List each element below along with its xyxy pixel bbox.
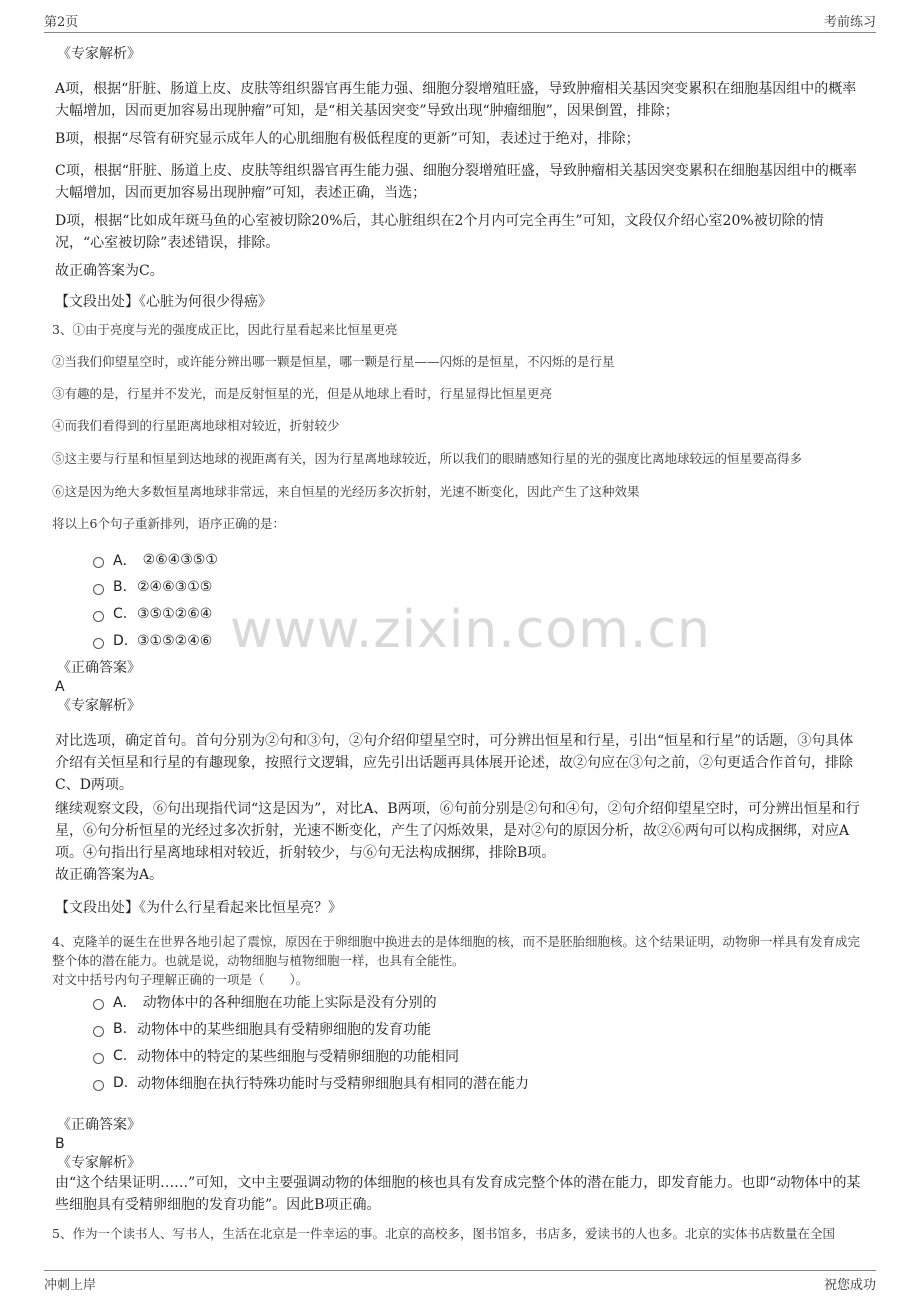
option-letter: D.: [113, 1075, 129, 1091]
radio-button-icon[interactable]: [93, 611, 104, 622]
analysis-paragraph: A项，根据“肝脏、肠道上皮、皮肤等组织器官再生能力强、细胞分裂增殖旺盛，导致肿瘤相关基因突变累积在细胞基因组中的概率大幅增加，因而更加容易出现肿瘤”可知，是“相关基因突变”导致出现“肿瘤细胞”，因果倒置，排除；: [55, 81, 857, 119]
radio-button-icon[interactable]: [93, 1080, 104, 1091]
option-letter: A．: [113, 995, 137, 1011]
option-text: ②④⑥③①⑤: [137, 579, 213, 595]
source-citation: 【文段出处】《心脏为何很少得癌》: [55, 294, 272, 310]
correct-answer-label: 《正确答案》: [57, 660, 141, 676]
analysis-paragraph: 由“这个结果证明……”可知，文中主要强调动物的体细胞的核也具有发育成完整个体的潜在能力，即发育能力。也即“动物体中的某些细胞具有受精卵细胞的发育功能”。因此B项正确。: [55, 1175, 861, 1213]
conclusion: 故正确答案为A。: [55, 867, 164, 883]
option-c[interactable]: [93, 1044, 459, 1068]
analysis-paragraph: 对比选项，确定首句。首句分别为②句和③句，②句介绍仰望星空时，可分辨出恒星和行星，引出“恒星和行星”的话题，③句具体介绍有关恒星和行星的有趣现象，按照行文逻辑，应先引出话题再具体展开论述，故②句应在③句之前，②句更适合作首句，排除C、D两项。: [55, 733, 854, 793]
option-letter: B.: [113, 579, 128, 595]
option-text: 动物体中的某些细胞具有受精卵细胞的发育功能: [137, 1022, 431, 1038]
option-c[interactable]: [93, 602, 212, 626]
question-3-sentence: ②当我们仰望星空时，或许能分辨出哪一颗是恒星，哪一颗是行星——闪烁的是恒星，不闪烁的是行星: [52, 354, 615, 369]
footer-divider: [44, 1270, 876, 1271]
question-3-sentence: ⑥这是因为绝大多数恒星离地球非常远，来自恒星的光经历多次折射，光速不断变化，因此产生了这种效果: [52, 484, 640, 499]
option-a[interactable]: [93, 548, 218, 572]
correct-answer: B: [55, 1136, 65, 1152]
option-d[interactable]: [93, 1071, 529, 1095]
radio-button-icon[interactable]: [93, 584, 104, 595]
radio-button-icon[interactable]: [93, 557, 104, 568]
option-d[interactable]: [93, 629, 212, 653]
question-4-prompt: 对文中括号内句子理解正确的一项是（ ）。: [52, 972, 309, 987]
expert-analysis-label: 《专家解析》: [57, 698, 141, 714]
option-letter: B.: [113, 1021, 128, 1037]
header-divider: [44, 32, 876, 33]
conclusion: 故正确答案为C。: [55, 263, 164, 279]
correct-answer: A: [55, 679, 65, 695]
analysis-paragraph: D项，根据“比如成年斑马鱼的心室被切除20%后，其心脏组织在2个月内可完全再生”可知，文段仅介绍心室20%被切除的情况，“心室被切除”表述错误，排除。: [55, 213, 824, 251]
question-3-sentence: ④而我们看得到的行星距离地球相对较近，折射较少: [52, 418, 340, 433]
question-5-stem: 5、作为一个读书人、写书人，生活在北京是一件幸运的事。北京的高校多，图书馆多，书店多，爱读书的人也多。北京的实体书店数量在全国: [52, 1226, 835, 1241]
expert-analysis-label: 《专家解析》: [57, 46, 141, 62]
option-text: ③①⑤②④⑥: [137, 633, 213, 649]
radio-button-icon[interactable]: [93, 1026, 104, 1037]
option-letter: D.: [113, 633, 129, 649]
question-3-sentence: ③有趣的是，行星并不发光，而是反射恒星的光，但是从地球上看时，行星显得比恒星更亮: [52, 386, 553, 401]
question-3-prompt: 将以上6个句子重新排列，语序正确的是：: [52, 516, 285, 531]
question-3-sentence: ⑤这主要与行星和恒星到达地球的视距离有关，因为行星离地球较近，所以我们的眼睛感知行星的光的强度比离地球较远的恒星要高得多: [52, 451, 803, 466]
question-3-sentence: 3、①由于亮度与光的强度成正比，因此行星看起来比恒星更亮: [52, 322, 398, 337]
radio-button-icon[interactable]: [93, 1053, 104, 1064]
page-number: 第2页: [44, 15, 79, 30]
option-letter: A．: [113, 553, 137, 569]
correct-answer-label: 《正确答案》: [57, 1117, 141, 1133]
option-text: ③⑤①②⑥④: [137, 606, 213, 622]
option-text: ②⑥④③⑤①: [142, 552, 218, 568]
analysis-paragraph: C项，根据“肝脏、肠道上皮、皮肤等组织器官再生能力强、细胞分裂增殖旺盛，导致肿瘤相关基因突变累积在细胞基因组中的概率大幅增加，因而更加容易出现肿瘤”可知，表述正确，当选；: [55, 163, 857, 201]
footer-right-text: 祝您成功: [823, 1278, 876, 1293]
option-b[interactable]: [93, 1017, 431, 1041]
source-citation: 【文段出处】《为什么行星看起来比恒星亮？》: [55, 900, 342, 916]
option-letter: C.: [113, 1048, 128, 1064]
radio-button-icon[interactable]: [93, 638, 104, 649]
radio-button-icon[interactable]: [93, 999, 104, 1010]
footer-left-text: 冲刺上岸: [44, 1278, 97, 1293]
option-b[interactable]: [93, 575, 212, 599]
page-header: [0, 0, 920, 32]
option-text: 动物体细胞在执行特殊功能时与受精卵细胞具有相同的潜在能力: [137, 1076, 529, 1092]
expert-analysis-label: 《专家解析》: [57, 1155, 141, 1171]
option-text: 动物体中的特定的某些细胞与受精卵细胞的功能相同: [137, 1049, 459, 1065]
header-title: 考前练习: [823, 15, 876, 30]
watermark: www.zixin.com.cn: [230, 600, 711, 660]
analysis-paragraph: 继续观察文段，⑥句出现指代词“这是因为”，对比A、B两项，⑥句前分别是②句和④句，②句介绍仰望星空时，可分辨出恒星和行星，⑥句分析恒星的光经过多次折射，光速不断变化，产生了闪烁效果，是对②句的原因分析，故②⑥两句可以构成捆绑，对应A项。④句指出行星离地球相对较近，折射较少，与⑥句无法构成捆绑，排除B项。: [55, 801, 860, 861]
option-letter: C.: [113, 606, 128, 622]
question-4-stem: 4、克隆羊的诞生在世界各地引起了震惊，原因在于卵细胞中换进去的是体细胞的核，而不是胚胎细胞核。这个结果证明，动物卵一样具有发育成完整个体的潜在能力。也就是说，动物细胞与植物细胞一样，也具有全能性。: [52, 934, 860, 968]
option-a[interactable]: [93, 990, 437, 1014]
option-text: 动物体中的各种细胞在功能上实际是没有分别的: [142, 995, 437, 1011]
analysis-paragraph: B项，根据“尽管有研究显示成年人的心肌细胞有极低程度的更新”可知，表述过于绝对，排除；: [55, 131, 640, 147]
